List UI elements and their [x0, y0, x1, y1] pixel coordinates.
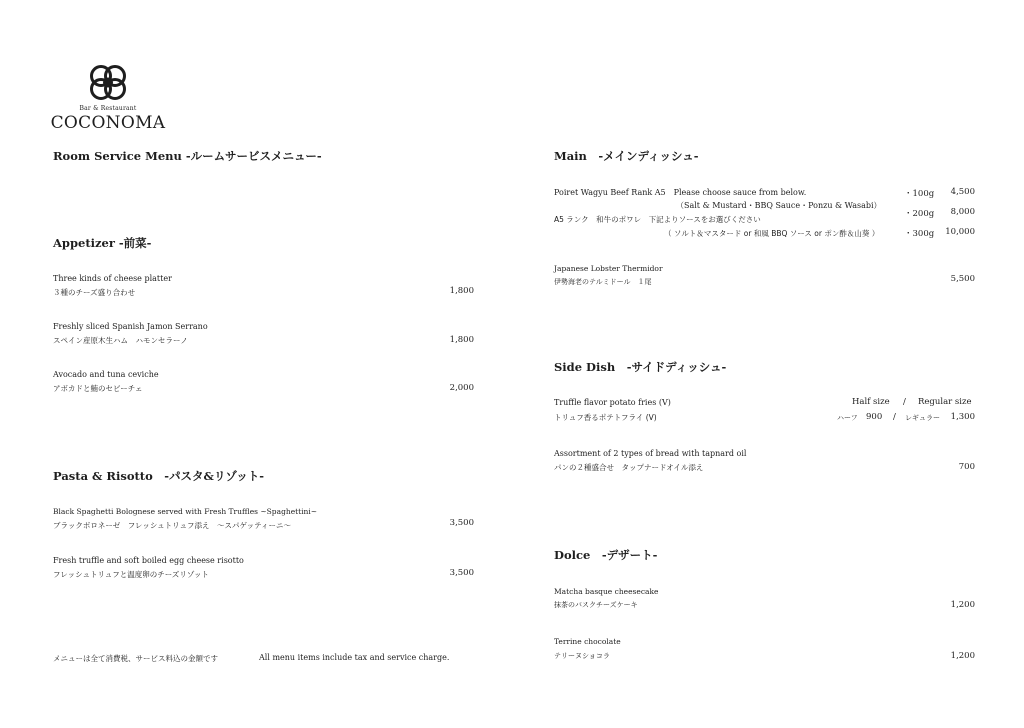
coconoma-crest-icon: [85, 64, 131, 102]
fries-half-price: 900: [866, 412, 883, 422]
wagyu-price-300g: 10,000: [945, 227, 975, 237]
pasta-item-1-price: 3,500: [449, 518, 474, 528]
fries-en: Truffle flavor potato fries (V): [554, 398, 671, 407]
fries-size-divider: /: [903, 397, 906, 407]
bread-price: 700: [958, 462, 975, 472]
fries-regular-size-label: Regular size: [918, 397, 972, 407]
dolce-item-1-price: 1,200: [950, 600, 975, 610]
appetizer-item-1-jp: ３種のチーズ盛り合わせ: [53, 288, 136, 297]
bread-en: Assortment of 2 types of bread with tapnard oil: [554, 449, 747, 458]
pasta-item-2-jp: フレッシュトリュフと温度卵のチーズリゾット: [53, 570, 209, 579]
fries-regular-price: 1,300: [950, 412, 975, 422]
wagyu-sauces-en: （Salt & Mustard・BBQ Sauce・Ponzu & Wasabi）: [676, 201, 882, 210]
fries-jp: トリュフ香るポテトフライ (V): [554, 413, 657, 422]
fries-half-size-label: Half size: [852, 397, 890, 407]
wagyu-en: Poiret Wagyu Beef Rank A5 Please choose sauce from below.: [554, 188, 807, 197]
main-heading: Main -メインディッシュ-: [554, 149, 699, 163]
dolce-item-1-en: Matcha basque cheesecake: [554, 587, 659, 596]
footer-note-en: All menu items include tax and service charge.: [259, 653, 450, 662]
pasta-item-2-price: 3,500: [449, 568, 474, 578]
pasta-heading: Pasta & Risotto -パスタ&リゾット-: [53, 469, 265, 483]
side-dish-heading: Side Dish -サイドディッシュ-: [554, 360, 727, 374]
appetizer-item-1-price: 1,800: [449, 286, 474, 296]
fries-price-divider: /: [893, 412, 896, 422]
appetizer-item-3-en: Avocado and tuna ceviche: [53, 370, 159, 379]
bread-jp: パンの２種盛合せ タップナードオイル添え: [554, 463, 704, 472]
wagyu-price-200g: 8,000: [950, 207, 975, 217]
pasta-item-1-en: Black Spaghetti Bolognese served with Fresh Truffles ~Spaghettini~: [53, 507, 318, 516]
dolce-item-1-jp: 抹茶のバスクチーズケーキ: [554, 601, 638, 609]
pasta-item-2-en: Fresh truffle and soft boiled egg cheese risotto: [53, 556, 244, 565]
wagyu-jp: A5 ランク 和牛のポワレ 下記よりソースをお選びください: [554, 215, 761, 224]
appetizer-item-1-en: Three kinds of cheese platter: [53, 274, 172, 283]
dolce-item-2-jp: テリーヌショコラ: [554, 652, 610, 660]
brand-name: COCONOMA: [50, 113, 166, 133]
appetizer-item-2-jp: スペイン産原木生ハム ハモンセラーノ: [53, 336, 188, 345]
appetizer-item-2-price: 1,800: [449, 335, 474, 345]
lobster-jp: 伊勢海老のテルミドール １尾: [554, 278, 652, 286]
wagyu-size-300g: ・300g: [904, 229, 935, 239]
menu-title: Room Service Menu -ルームサービスメニュー-: [53, 149, 322, 163]
dolce-item-2-price: 1,200: [950, 651, 975, 661]
footer-note-jp: メニューは全て消費税、サービス料込の金額です: [53, 654, 218, 663]
dolce-item-2-en: Terrine chocolate: [554, 637, 621, 646]
appetizer-heading: Appetizer -前菜-: [53, 236, 152, 250]
appetizer-item-3-jp: アボカドと鮪のセビーチェ: [53, 384, 143, 393]
wagyu-price-100g: 4,500: [950, 187, 975, 197]
lobster-en: Japanese Lobster Thermidor: [554, 264, 663, 273]
fries-regular-jp: レギュラー: [905, 414, 940, 422]
appetizer-item-3-price: 2,000: [449, 383, 474, 393]
lobster-price: 5,500: [950, 274, 975, 284]
wagyu-sauces-jp: （ ソルト＆マスタード or 和風 BBQ ソース or ポン酢＆山葵 ）: [664, 229, 880, 238]
dolce-heading: Dolce -デザート-: [554, 548, 658, 562]
brand-tagline: Bar & Restaurant: [79, 105, 137, 112]
appetizer-item-2-en: Freshly sliced Spanish Jamon Serrano: [53, 322, 208, 331]
pasta-item-1-jp: ブラックボロネーゼ フレッシュトリュフ添え ～スパゲッティーニ～: [53, 521, 292, 530]
wagyu-size-200g: ・200g: [904, 209, 935, 219]
fries-half-jp: ハーフ: [837, 414, 858, 422]
wagyu-size-100g: ・100g: [904, 189, 935, 199]
logo: [50, 64, 166, 134]
